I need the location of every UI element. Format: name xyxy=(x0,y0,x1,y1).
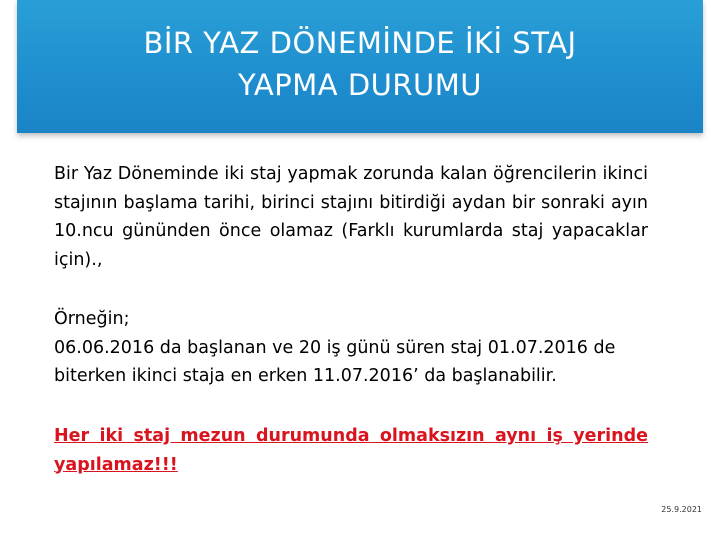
slide-title-line-2: YAPMA DURUMU xyxy=(237,68,483,102)
example-text: 06.06.2016 da başlanan ve 20 iş günü süren staj 01.07.2016 de biterken ikinci staja en erken 11.07.2016’ da başlanabilir. xyxy=(54,337,616,386)
slide-date: 25.9.2021 xyxy=(661,505,702,514)
rule-paragraph: Bir Yaz Döneminde iki staj yapmak zorunda kalan öğrencilerin ikinci stajının başlama tarihi, birinci stajını bitirdiği aydan bir sonraki ayın 10.ncu gününden önce olamaz (Farklı kurumlarda staj yapacaklar için)., xyxy=(54,164,648,270)
example-heading: Örneğin; xyxy=(54,309,130,329)
title-bar xyxy=(17,0,703,133)
slide-title xyxy=(17,22,703,106)
example-block xyxy=(54,305,648,391)
warning-text: Her iki staj mezun durumunda olmaksızın aynı iş yerinde yapılamaz!!! xyxy=(54,426,648,475)
slide-title-line-1: BİR YAZ DÖNEMİNDE İKİ STAJ xyxy=(143,26,577,60)
